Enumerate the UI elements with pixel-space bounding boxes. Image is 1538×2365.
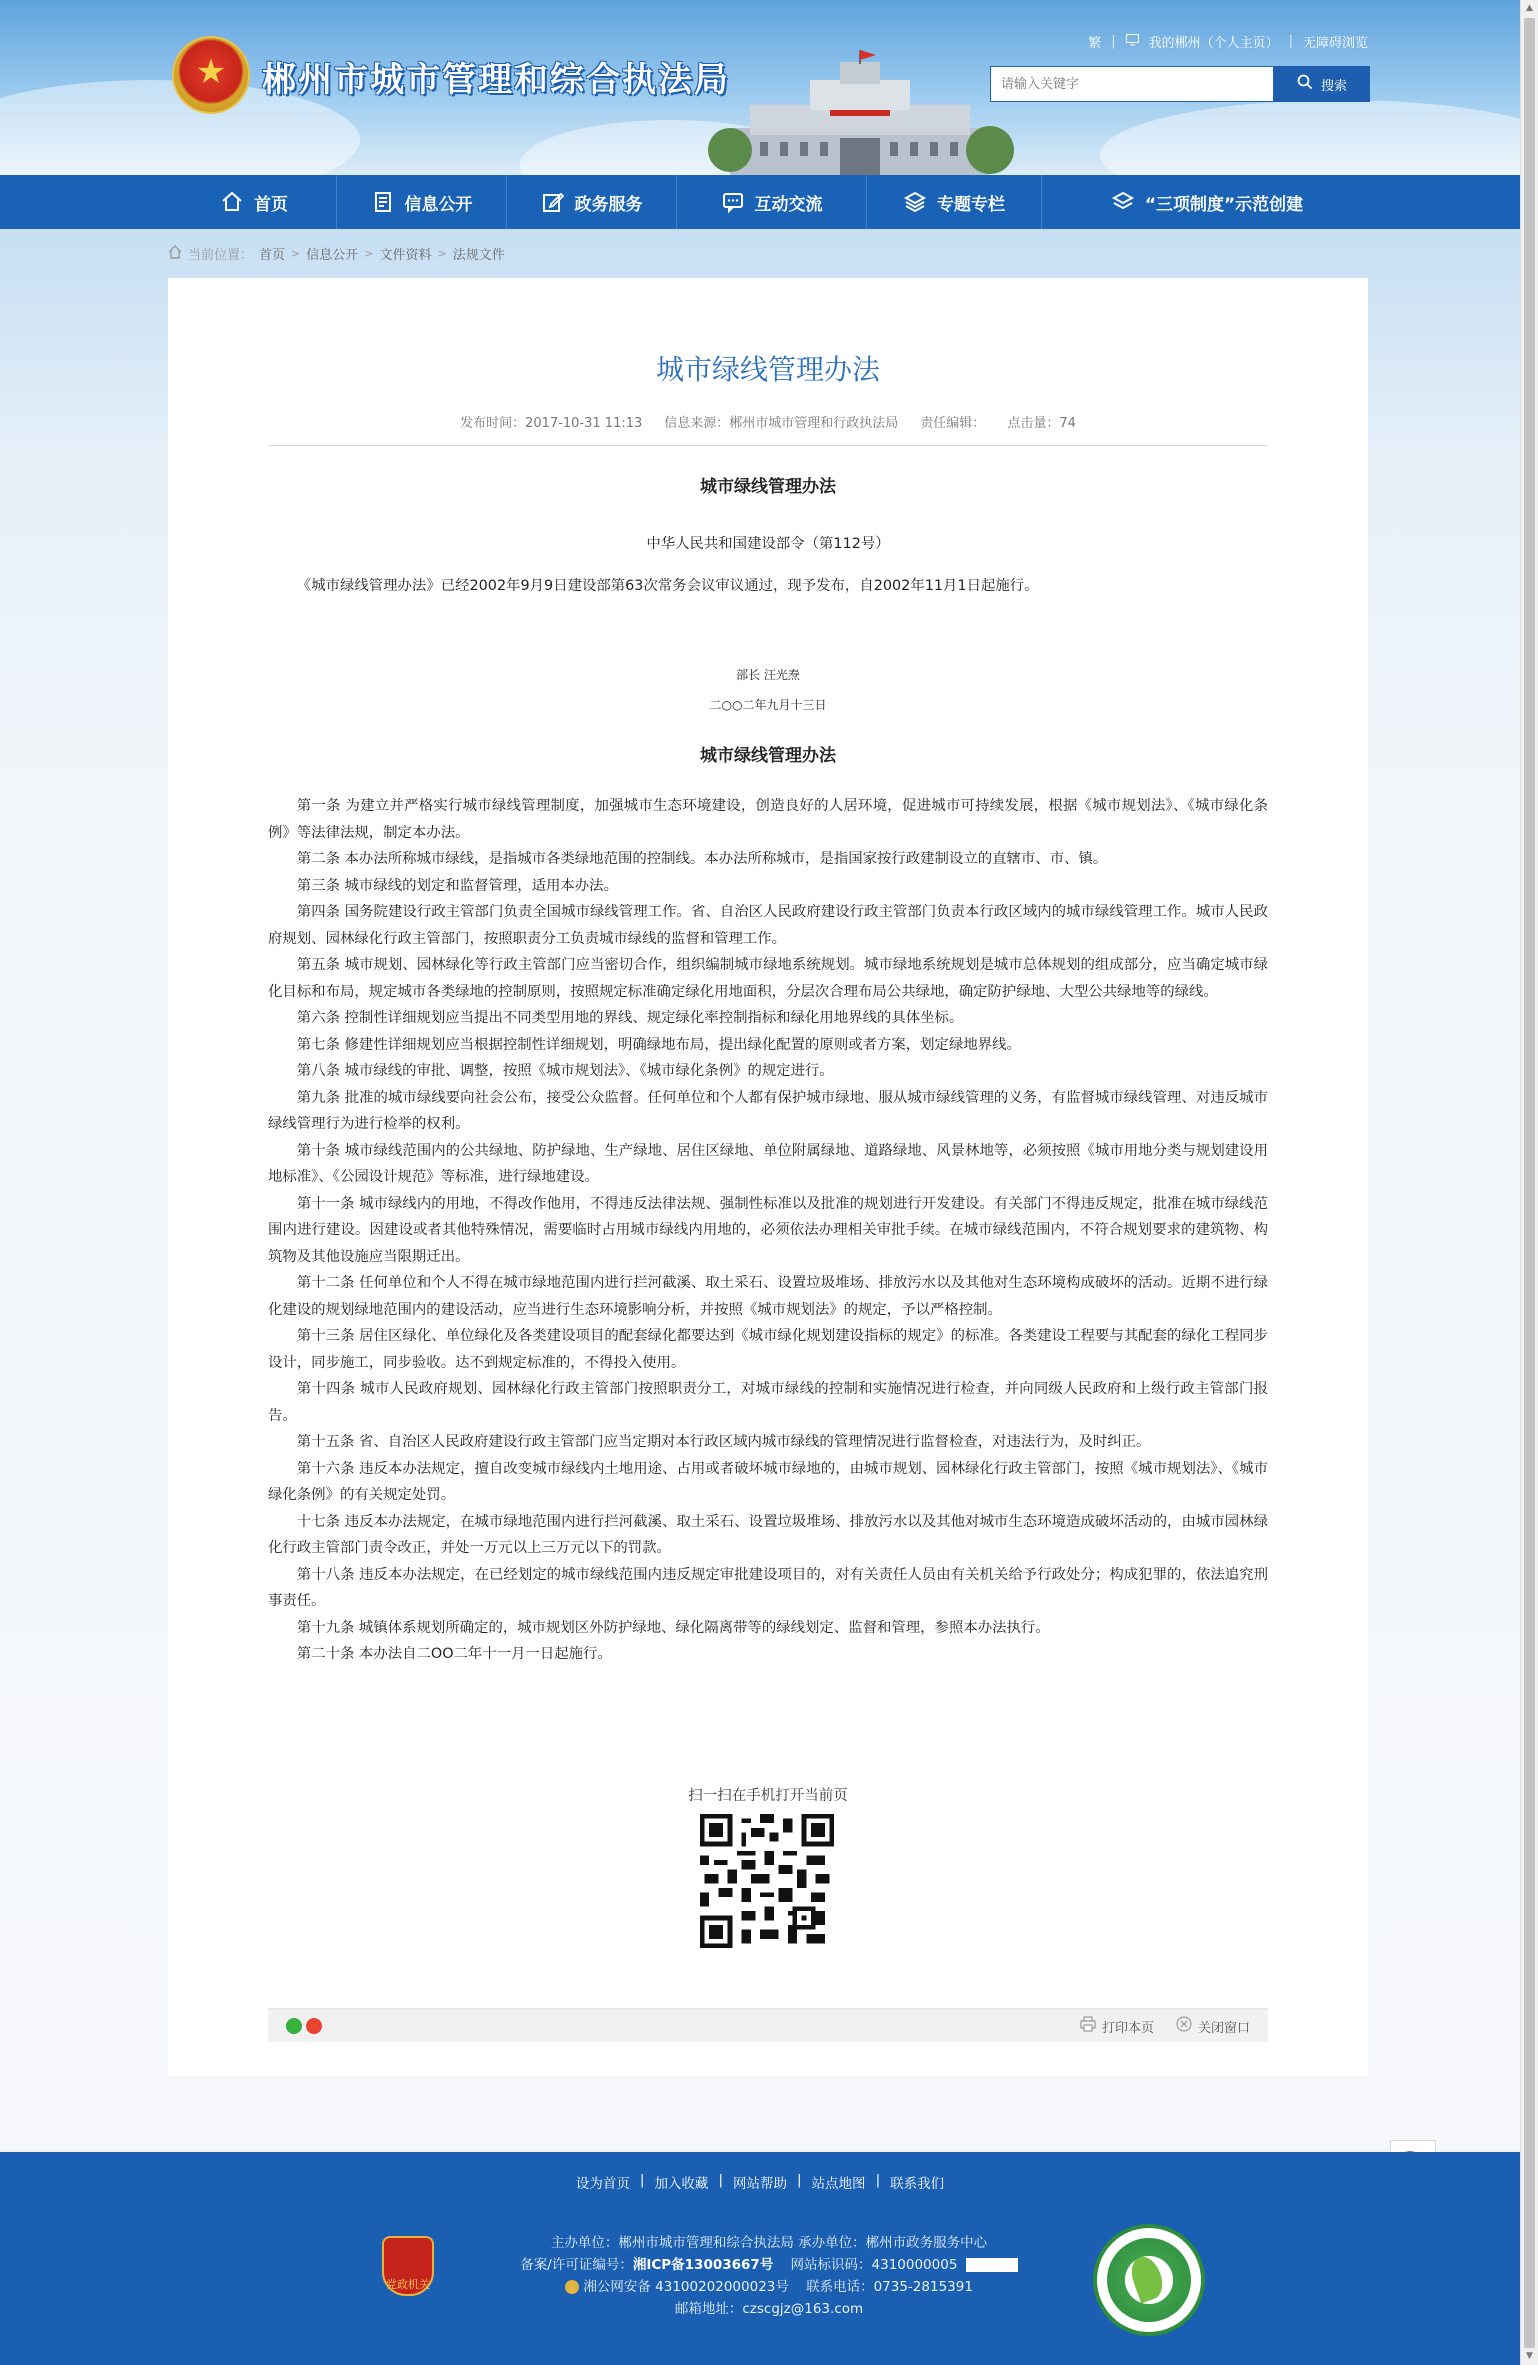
home-icon: [220, 190, 244, 214]
article-clause: 第八条 城市绿线的审批、调整，按照《城市规划法》、《城市绿化条例》的规定进行。: [296, 1063, 834, 1079]
traditional-chinese-link[interactable]: 繁: [1088, 36, 1102, 51]
printer-icon: [1080, 2016, 1096, 2036]
article-clause: 第十九条 城镇体系规划所确定的，城市规划区外防护绿地、绿化隔离带等的绿线划定、监督和管理，参照本办法执行。: [296, 1619, 1050, 1636]
footer-link-help[interactable]: 网站帮助: [733, 2176, 787, 2192]
footer-info: [0, 2232, 1538, 2320]
article-heading: 城市绿线管理办法: [700, 477, 836, 497]
editor: 责任编辑：: [920, 416, 986, 431]
police-record-link[interactable]: 湘公网安备 43100202000023号: [583, 2279, 789, 2295]
main-nav: [0, 175, 1520, 229]
signature: 部长 汪光焘: [736, 667, 800, 682]
edit-icon: [541, 190, 565, 214]
document-icon: [371, 190, 395, 214]
nav-item-services[interactable]: 政务服务: [507, 175, 677, 229]
breadcrumb: 当前位置： 首页 > 信息公开 > 文件资料 > 法规文件: [168, 244, 505, 263]
site-code: 网站标识码：4310000005: [790, 2257, 958, 2273]
close-window-button[interactable]: 关闭窗口: [1176, 2016, 1250, 2036]
accessibility-link[interactable]: 无障碍浏览: [1302, 36, 1368, 51]
scrollbar[interactable]: [1520, 0, 1538, 2365]
cnzz-icon[interactable]: [966, 2258, 1018, 2272]
party-government-logo[interactable]: 党政机关: [382, 2236, 434, 2296]
publish-time: 发布时间：2017-10-31 11:13: [460, 416, 643, 431]
wechat-share-icon[interactable]: [286, 2018, 302, 2034]
national-emblem-icon: [172, 36, 250, 114]
footer-link-homepage[interactable]: 设为首页: [575, 2176, 630, 2192]
share-icons: [286, 2018, 322, 2034]
my-chenzhou-link[interactable]: 我的郴州（个人主页）: [1148, 36, 1279, 51]
article-title: 城市绿线管理办法: [655, 353, 880, 386]
chat-icon: [721, 190, 745, 214]
article-heading-2: 城市绿线管理办法: [700, 745, 836, 766]
footer-links: 设为首页 | 加入收藏 | 网站帮助 | 站点地图 | 联系我们: [575, 2172, 945, 2192]
footer-host: 主办单位：郴州市城市管理和综合执法局 承办单位：郴州市政务服务中心: [550, 2235, 988, 2251]
nav-item-interaction[interactable]: 互动交流: [677, 175, 867, 229]
search-input[interactable]: [990, 66, 1274, 102]
footer-link-favorite[interactable]: 加入收藏: [654, 2176, 709, 2192]
weibo-share-icon[interactable]: [306, 2018, 322, 2034]
article-clause: 第五条 城市规划、园林绿化等行政主管部门应当密切合作，组织编制城市绿地系统规划。城市绿地系统规划是城市总体规划的组成部分，应当确定城市绿化目标和布局，规定城市各类绿地的控制原则，按照规定标准确定绿化用地面积，分层次合理布局公共绿地，确定防护绿地、大型公共绿地等的绿线。: [268, 957, 1268, 1000]
article-clause: 第七条 修建性详细规划应当根据控制性详细规划，明确绿地布局，提出绿化配置的原则或者方案，划定绿地界线。: [296, 1036, 1021, 1053]
info-source: 信息来源：郴州市城市管理和行政执法局: [664, 416, 899, 431]
article-clause: 第十二条 任何单位和个人不得在城市绿地范围内进行拦河截溪、取土采石、设置垃圾堆场、排放污水以及其他对生态环境构成破坏的活动。近期不进行绿化建设的规划绿地范围内的建设活动，应当进行生态环境影响分析，并按照《城市规划法》的规定，予以严格控制。: [268, 1275, 1268, 1318]
qr-caption: 扫一扫在手机打开当前页: [688, 1788, 848, 1804]
close-circle-icon: [1176, 2016, 1192, 2036]
qr-code: [700, 1814, 834, 1948]
search-button-label: 搜索: [1320, 78, 1347, 94]
decree-number: 中华人民共和国建设部令（第112号）: [646, 535, 890, 552]
footer-email: 邮箱地址：czscgjz@163.com: [674, 2301, 864, 2317]
article-clause: 第十一条 城市绿线内的用地，不得改作他用，不得违反法律法规、强制性标准以及批准的规划进行开发建设。有关部门不得违反规定，批准在城市绿线范围内进行建设。因建设或者其他特殊情况，需要临时占用城市绿线内用地的，必须依法办理相关审批手续。在城市绿线范围内，不符合规划要求的建筑物、构筑物及其他设施应当限期迁出。: [268, 1195, 1268, 1265]
search-button[interactable]: [1274, 66, 1370, 102]
footer-police-line: [0, 2276, 1538, 2298]
article-clause: 第十条 城市绿线范围内的公共绿地、防护绿地、生产绿地、居住区绿地、单位附属绿地、道路绿地、风景林地等，必须按照《城市用地分类与规划建设用地标准》、《公园设计规范》等标准，进行绿地建设。: [268, 1142, 1268, 1185]
article-container: [168, 278, 1368, 2076]
article-clause: 第九条 批准的城市绿线要向社会公布，接受公众监督。任何单位和个人都有保护城市绿地、服从城市绿线管理的义务，有监督城市绿线管理、对违反城市绿线管理行为进行检举的权利。: [268, 1089, 1268, 1132]
article-clause: 第四条 国务院建设行政主管部门负责全国城市绿线管理工作。省、自治区人民政府建设行政主管部门负责本行政区域内的城市绿线管理工作。城市人民政府规划、园林绿化行政主管部门，按照职责分工负责城市绿线的监督和管理工作。: [268, 904, 1268, 947]
article-clause: 第六条 控制性详细规划应当提出不同类型用地的界线、规定绿化率控制指标和绿化用地界线的具体坐标。: [296, 1010, 964, 1026]
article-clause: 第十八条 违反本办法规定，在已经划定的城市绿线范围内违反规定审批建设项目的，对有关责任人员由有关机关给予行政处分；构成犯罪的，依法追究刑事责任。: [268, 1566, 1268, 1609]
article-clause: 第十五条 省、自治区人民政府建设行政主管部门应当定期对本行政区域内城市绿线的管理情况进行监督检查，对违法行为，及时纠正。: [296, 1434, 1151, 1450]
article-clause: 第二条 本办法所称城市绿线，是指城市各类绿地范围的控制线。本办法所称城市，是指国家按行政建制设立的直辖市、市、镇。: [296, 851, 1108, 867]
header: [0, 0, 1520, 175]
footer-link-sitemap[interactable]: 站点地图: [811, 2176, 866, 2192]
monitor-icon: [1126, 34, 1139, 50]
breadcrumb-info[interactable]: 信息公开: [306, 248, 359, 263]
article-clause: 第十三条 居住区绿化、单位绿化及各类建设项目的配套绿化都要达到《城市绿化规划建设指标的规定》的标准。各类建设工程要与其配套的绿化工程同步设计，同步施工，同步验收。达不到规定标准的，不得投入使用。: [268, 1328, 1268, 1371]
layers-icon: [903, 190, 927, 214]
building-illustration: [690, 50, 1030, 175]
article-clause: 第十四条 城市人民政府规划、园林绿化行政主管部门按照职责分工，对城市绿线的控制和实施情况进行检查，并向同级人民政府和上级行政主管部门报告。: [268, 1381, 1268, 1424]
article-clause: 第二十条 本办法自二OO二年十一月一日起施行。: [296, 1646, 612, 1662]
article-body: [268, 474, 1268, 1668]
breadcrumb-home[interactable]: 首页: [259, 248, 286, 263]
stack-icon: [1111, 190, 1135, 214]
breadcrumb-regulations[interactable]: 法规文件: [452, 248, 505, 263]
breadcrumb-files[interactable]: 文件资料: [379, 248, 432, 263]
search-icon: [1297, 74, 1313, 94]
article-meta: [268, 412, 1268, 446]
nav-item-info[interactable]: 信息公开: [337, 175, 507, 229]
footer-link-contact[interactable]: 联系我们: [890, 2176, 945, 2192]
breadcrumb-prefix: 当前位置：: [188, 248, 254, 263]
nav-item-home[interactable]: 首页: [172, 175, 337, 229]
article-clause: 第三条 城市绿线的划定和监督管理，适用本办法。: [296, 877, 618, 894]
site-title: 郴州市城市管理和综合执法局: [262, 60, 730, 100]
article-clause: 第十六条 违反本办法规定，擅自改变城市绿线内土地用途、占用或者破坏城市绿地的，由城市规划、园林绿化行政主管部门，按照《城市规划法》、《城市绿化条例》的有关规定处罚。: [268, 1460, 1268, 1503]
scrollbar-thumb[interactable]: [1524, 18, 1535, 2348]
civilized-city-logo[interactable]: [1093, 2224, 1205, 2336]
nav-item-three-systems[interactable]: “三项制度”示范创建: [1042, 175, 1372, 229]
footer-icp-line: 备案/许可证编号：湘ICP备13003667号 网站标识码：4310000005: [0, 2254, 1538, 2276]
article-toolbar: [268, 2008, 1268, 2042]
icp-link[interactable]: 湘ICP备13003667号: [632, 2257, 774, 2273]
search-bar: [990, 66, 1370, 102]
nav-item-topics[interactable]: 专题专栏: [867, 175, 1042, 229]
intro-paragraph: 《城市绿线管理办法》已经2002年9月9日建设部第63次常务会议审议通过，现予发布，自2002年11月1日起施行。: [296, 578, 1039, 594]
police-badge-icon: [565, 2280, 579, 2294]
top-links: 繁 | 我的郴州（个人主页） | 无障碍浏览: [1088, 34, 1368, 51]
hit-count: 点击量：74: [1007, 416, 1076, 431]
scroll-up-arrow-icon[interactable]: ▲: [1526, 3, 1533, 13]
footer: [0, 2152, 1520, 2365]
article-clause: 十七条 违反本办法规定，在城市绿地范围内进行拦河截溪、取土采石、设置垃圾堆场、排放污水以及其他对城市生态环境造成破坏活动的，由城市园林绿化行政主管部门责令改正，并处一万元以上三万元以下的罚款。: [268, 1513, 1268, 1556]
home-icon: [168, 245, 182, 263]
scroll-down-arrow-icon[interactable]: ▼: [1526, 2351, 1533, 2361]
signature-date: 二○○二年九月十三日: [709, 698, 827, 712]
footer-phone: 联系电话：0735-2815391: [806, 2279, 973, 2295]
print-button[interactable]: 打印本页: [1080, 2016, 1154, 2036]
article-clause: 第一条 为建立并严格实行城市绿线管理制度，加强城市生态环境建设，创造良好的人居环境，促进城市可持续发展，根据《城市规划法》、《城市绿化条例》等法律法规，制定本办法。: [268, 798, 1268, 841]
